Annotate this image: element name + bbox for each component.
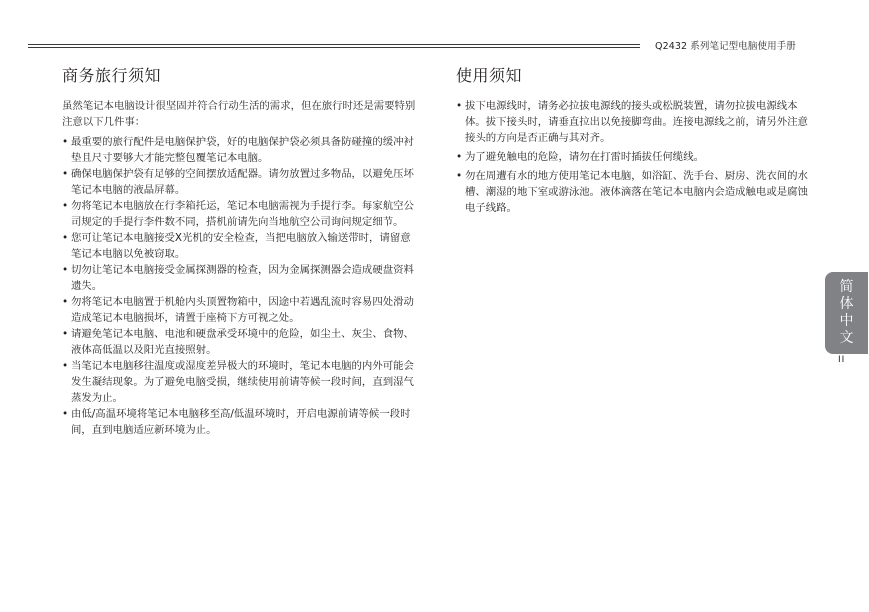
list-item: • 切勿让笔记本电脑接受金属探测器的检查，因为金属探测器会造成硬盘资料遗失。 [62,262,418,294]
usage-notes-section [456,66,812,219]
list-item: • 请避免笔记本电脑、电池和硬盘承受环境中的危险，如尘土、灰尘、食物、液体高低温以及阳光直接照射。 [62,326,418,358]
page-number: II [838,355,846,365]
tab-char: 中 [839,313,854,329]
list-item: • 最重要的旅行配件是电脑保护袋，好的电脑保护袋必须具备防碰撞的缓冲衬垫且尺寸要够大才能完整包覆笔记本电脑。 [62,134,418,166]
header-title: Q2432 系列笔记型电脑使用手册 [655,41,796,52]
section-heading-travel: 商务旅行须知 [62,66,162,85]
tab-char: 文 [839,330,854,346]
list-item: • 确保电脑保护袋有足够的空间摆放适配器。请勿放置过多物品，以避免压坏笔记本电脑的液晶屏幕。 [62,166,418,198]
list-item: • 拔下电源线时，请务必拉拔电源线的接头或松脱装置，请勿拉拔电源线本体。拔下接头时，请垂直拉出以免接脚弯曲。连接电源线之前，请另外注意接头的方向是否正确与其对齐。 [456,98,812,146]
list-item: • 为了避免触电的危险，请勿在打雷时插拔任何缆线。 [456,149,812,165]
section-heading-usage: 使用须知 [456,66,523,85]
usage-list [456,98,812,216]
list-item: • 勿将笔记本电脑置于机舱内头顶置物箱中，因途中若遇乱流时容易四处滑动造成笔记本电脑损坏，请置于座椅下方可视之处。 [62,294,418,326]
list-item: • 您可让笔记本电脑接受X光机的安全检查，当把电脑放入输送带时，请留意笔记本电脑以免被窃取。 [62,230,418,262]
list-item: • 勿将笔记本电脑放在行李箱托运，笔记本电脑需视为手提行李。每家航空公司规定的手提行李件数不同，搭机前请先向当地航空公司询问规定细节。 [62,198,418,230]
business-travel-section [62,66,418,438]
language-tab [825,272,868,354]
list-item: • 由低/高温环境将笔记本电脑移至高/低温环境时，开启电源前请等候一段时间，直到电脑适应新环境为止。 [62,406,418,438]
travel-intro: 虽然笔记本电脑设计很坚固并符合行动生活的需求，但在旅行时还是需要特别注意以下几件事： [62,100,416,128]
tab-char: 简 [839,279,854,295]
list-item: • 当笔记本电脑移往温度或湿度差异极大的环境时，笔记本电脑的内外可能会发生凝结现象。为了避免电脑受损，继续使用前请等候一段时间，直到湿气蒸发为止。 [62,358,418,406]
list-item: • 勿在周遭有水的地方使用笔记本电脑，如浴缸、洗手台、厨房、洗衣间的水槽、潮湿的地下室或游泳池。液体滴落在笔记本电脑内会造成触电或是腐蚀电子线路。 [456,168,812,216]
travel-list [62,134,418,438]
header-rule [28,44,640,49]
tab-char: 体 [839,296,854,312]
